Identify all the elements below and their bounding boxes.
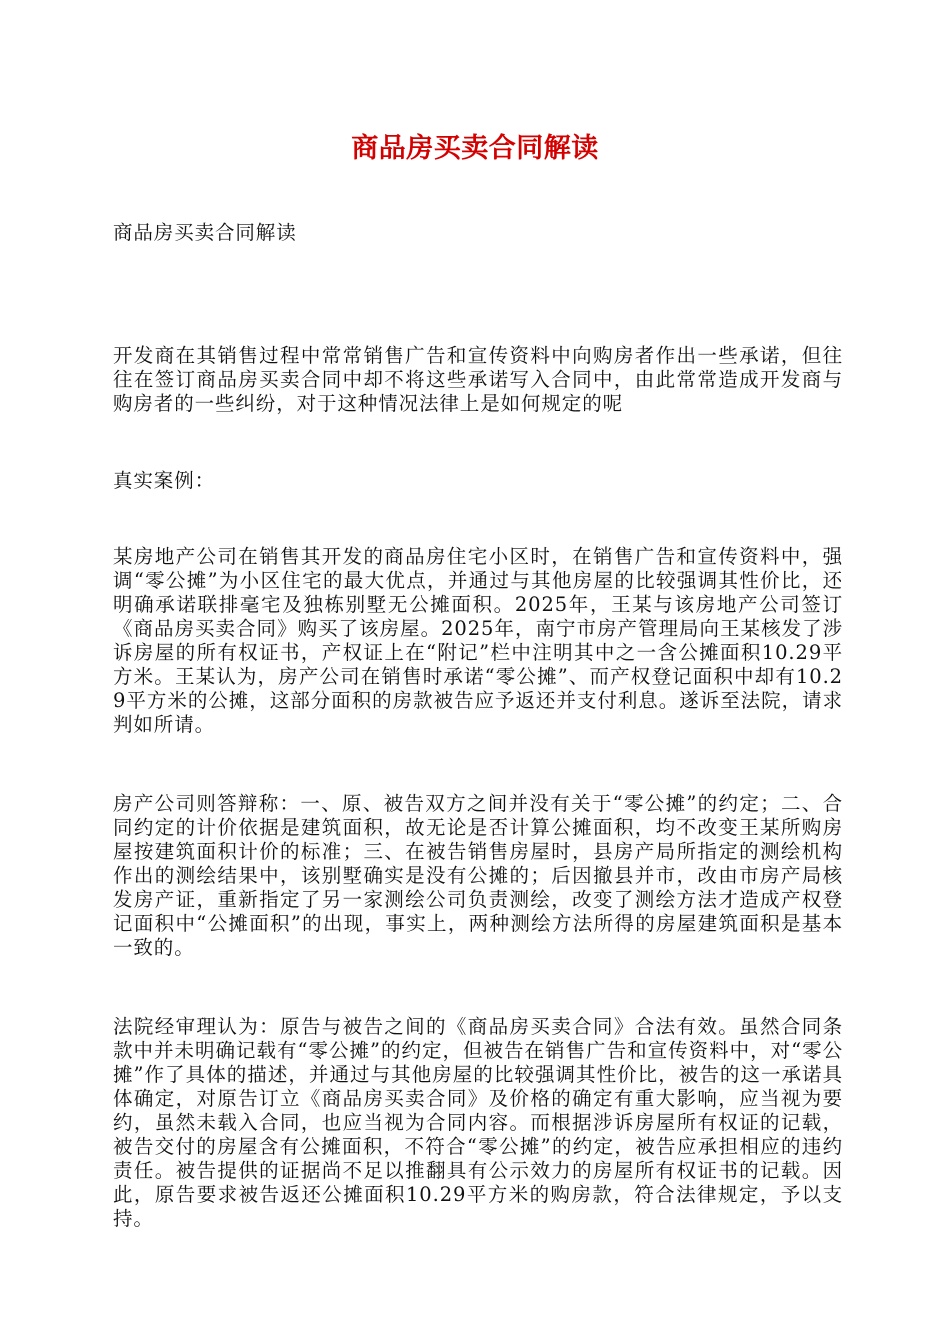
defense-paragraph: 房产公司则答辩称：一、原、被告双方之间并没有关于“零公摊”的约定；二、合同约定的计价依据是建筑面积，故无论是否计算公摊面积，均不改变王某所购房屋按建筑面积计价的标准；三、在被告销售房屋时，县房产局所指定的测绘机构作出的测绘结果中，该别墅确实是没有公摊的；后因撤县并市，改由市房产局核发房产证，重新指定了另一家测绘公司负责测绘，改变了测绘方法才造成产权登记面积中“公摊面积”的出现，事实上，两种测绘方法所得的房屋建筑面积是基本一致的。: [113, 792, 843, 959]
intro-paragraph: 开发商在其销售过程中常常销售广告和宣传资料中向购房者作出一些承诺，但往往在签订商品房买卖合同中却不将这些承诺写入合同中，由此常常造成开发商与购房者的一些纠纷，对于这种情况法律上是如何规定的呢: [113, 344, 843, 415]
ruling-paragraph: 法院经审理认为：原告与被告之间的《商品房买卖合同》合法有效。虽然合同条款中并未明确记载有“零公摊”的约定，但被告在销售广告和宣传资料中，对“零公摊”作了具体的描述，并通过与其他房屋的比较强调其性价比，被告的这一承诺具体确定，对原告订立《商品房买卖合同》及价格的确定有重大影响，应当视为要约，虽然未载入合同，也应当视为合同内容。而根据涉诉房屋所有权证的记载，被告交付的房屋含有公摊面积，不符合“零公摊”的约定，被告应承担相应的违约责任。被告提供的证据尚不足以推翻具有公示效力的房屋所有权证书的记载。因此，原告要求被告返还公摊面积10.29平方米的购房款，符合法律规定，予以支持。: [113, 1015, 843, 1230]
case-label: 真实案例：: [113, 469, 216, 492]
document-subtitle: 商品房买卖合同解读: [113, 221, 297, 244]
case-facts-paragraph: 某房地产公司在销售其开发的商品房住宅小区时，在销售广告和宣传资料中，强调“零公摊”为小区住宅的最大优点，并通过与其他房屋的比较强调其性价比，还明确承诺联排毫宅及独栋别墅无公摊面积。2025年，王某与该房地产公司签订《商品房买卖合同》购买了该房屋。2025年，南宁市房产管理局向王某核发了涉诉房屋的所有权证书，产权证上在“附记”栏中注明其中之一含公摊面积10.29平方米。王某认为，房产公司在销售时承诺“零公摊”、而产权登记面积中却有10.29平方米的公摊，这部分面积的房款被告应予返还并支付利息。遂诉至法院，请求判如所请。: [113, 545, 843, 736]
document-title: 商品房买卖合同解读: [351, 133, 599, 164]
